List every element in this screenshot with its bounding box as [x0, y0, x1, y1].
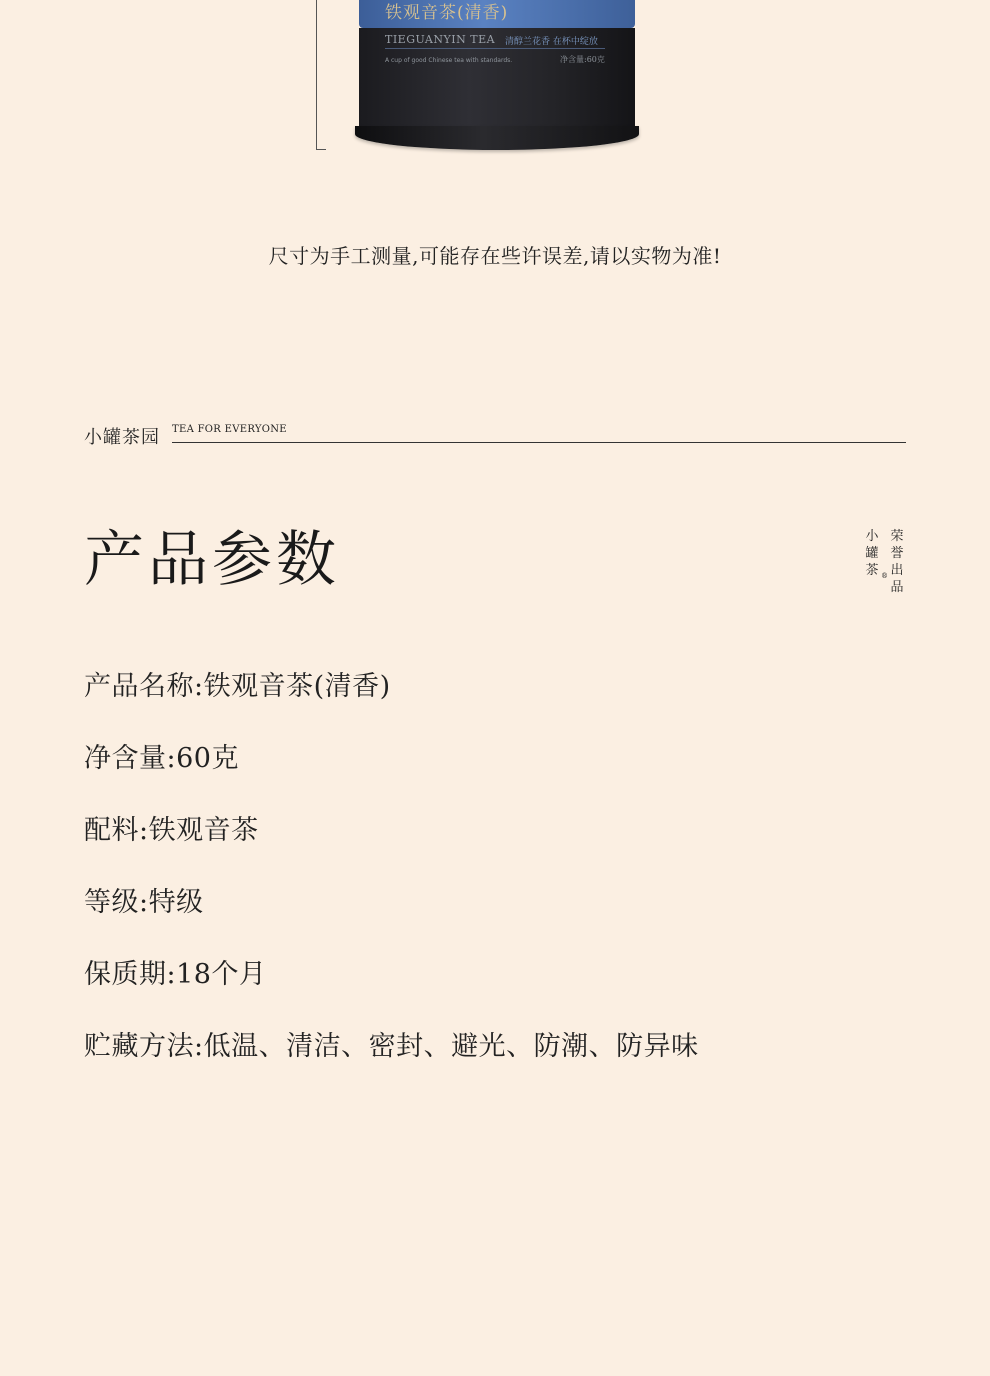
param-row-grade: [84, 880, 904, 952]
can-net-weight: 净含量:60克: [560, 55, 605, 64]
seal-left-column: 小 罐 茶: [865, 529, 879, 578]
param-value: 60克: [176, 743, 239, 774]
param-key: 产品名称:: [84, 671, 204, 702]
can-small-text: A cup of good Chinese tea with standards.: [385, 57, 513, 64]
can-slogan: 清醇兰花香 在杯中绽放: [505, 37, 598, 47]
param-row-ingredients: [84, 808, 904, 880]
param-key: 等级:: [84, 887, 149, 918]
can-product-name: 铁观音茶(清香): [385, 3, 509, 23]
can-subtitle: TIEGUANYIN TEA: [385, 33, 496, 46]
dimension-line-vertical: [316, 0, 317, 150]
can-divider: [385, 48, 605, 49]
can-bottom-rim: [355, 126, 639, 150]
param-value: 特级: [148, 887, 204, 918]
param-row-storage: [84, 1024, 904, 1096]
param-key: 净含量:: [84, 743, 177, 774]
param-key: 配料:: [84, 815, 149, 846]
param-row-net-weight: [84, 736, 904, 808]
parameter-list: [84, 664, 904, 1096]
registered-mark: ®: [881, 572, 888, 580]
param-value: 铁观音茶: [148, 815, 259, 846]
brand-seal: [864, 528, 908, 600]
param-key: 保质期:: [84, 959, 177, 990]
measurement-note: 尺寸为手工测量,可能存在些许误差,请以实物为准!: [268, 244, 722, 268]
tea-can-image: [355, 0, 639, 152]
dimension-line-tick: [316, 149, 326, 150]
param-value: 铁观音茶(清香): [203, 671, 391, 702]
seal-right-column: 荣 誉 出 品: [890, 529, 904, 595]
header-divider: [172, 442, 906, 443]
param-key: 贮藏方法:: [84, 1031, 204, 1062]
page-title: 产品参数: [84, 525, 340, 595]
brand-name: 小罐茶园: [84, 427, 160, 448]
brand-tagline: TEA FOR EVERYONE: [172, 424, 287, 435]
param-row-name: [84, 664, 904, 736]
param-row-shelf-life: [84, 952, 904, 1024]
param-value: 低温、清洁、密封、避光、防潮、防异味: [203, 1031, 699, 1062]
param-value: 18个月: [176, 959, 267, 990]
